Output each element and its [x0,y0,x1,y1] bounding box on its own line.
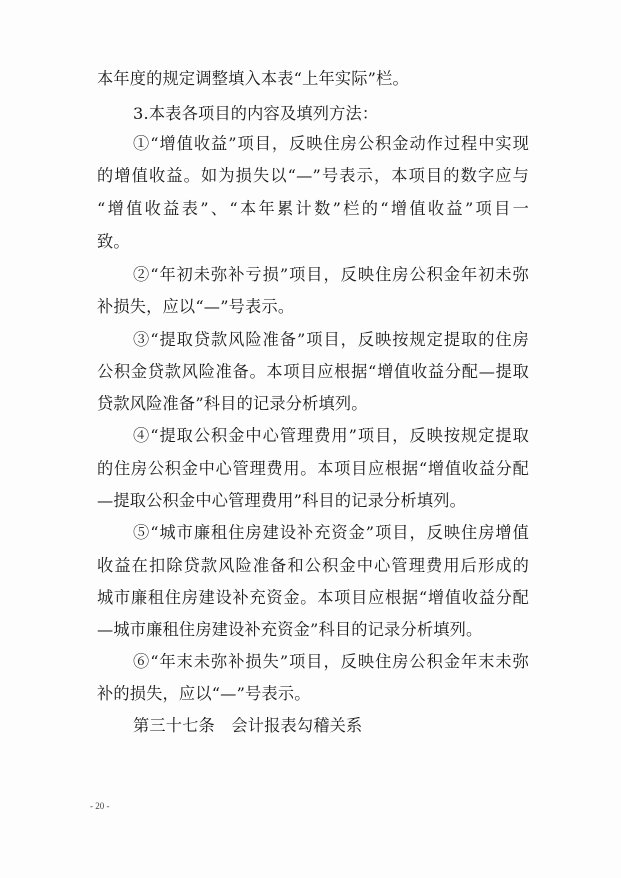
text-line-12: ④“提取公积金中心管理费用”项目，反映按规定提取 [133,426,529,445]
text-line-13: 的住房公积金中心管理费用。本项目应根据“增值收益分配 [97,459,529,478]
text-line-5: “增值收益表”、“本年累计数”栏的“增值收益”项目一 [97,199,529,218]
text-line-6: 致。 [97,232,130,251]
text-line-7: ②“年初未弥补亏损”项目，反映住房公积金年初未弥 [133,265,529,284]
text-line-4: 的增值收益。如为损失以“—”号表示，本项目的数字应与 [97,166,529,185]
text-line-10: 公积金贷款风险准备。本项目应根据“增值收益分配—提取 [97,362,529,381]
text-line-3: ①“增值收益”项目，反映住房公积金动作过程中实现 [133,134,529,153]
section-heading: 第三十七条 会计报表勾稽关系 [133,716,363,735]
text-line-16: 收益在扣除贷款风险准备和公积金中心管理费用后形成的 [97,556,529,575]
page-number: - 20 - [90,801,110,811]
text-line-1: 本年度的规定调整填入本表“上年实际”栏。 [97,69,409,88]
text-line-15: ⑤“城市廉租住房建设补充资金”项目，反映住房增值 [133,523,529,542]
text-line-20: 补的损失，应以“—”号表示。 [97,684,311,703]
text-line-17: 城市廉租住房建设补充资金。本项目应根据“增值收益分配 [97,588,529,607]
text-line-2: 3.本表各项目的内容及填列方法： [133,104,379,123]
text-line-18: —城市廉租住房建设补充资金”科目的记录分析填列。 [97,620,483,639]
text-line-8: 补损失，应以“—”号表示。 [97,297,295,316]
text-line-11: 贷款风险准备”科目的记录分析填列。 [97,394,368,413]
text-line-9: ③“提取贷款风险准备”项目，反映按规定提取的住房 [133,330,529,349]
text-line-14: —提取公积金中心管理费用”科目的记录分析填列。 [97,491,466,510]
text-line-19: ⑥“年末未弥补损失”项目，反映住房公积金年末未弥 [133,652,529,671]
